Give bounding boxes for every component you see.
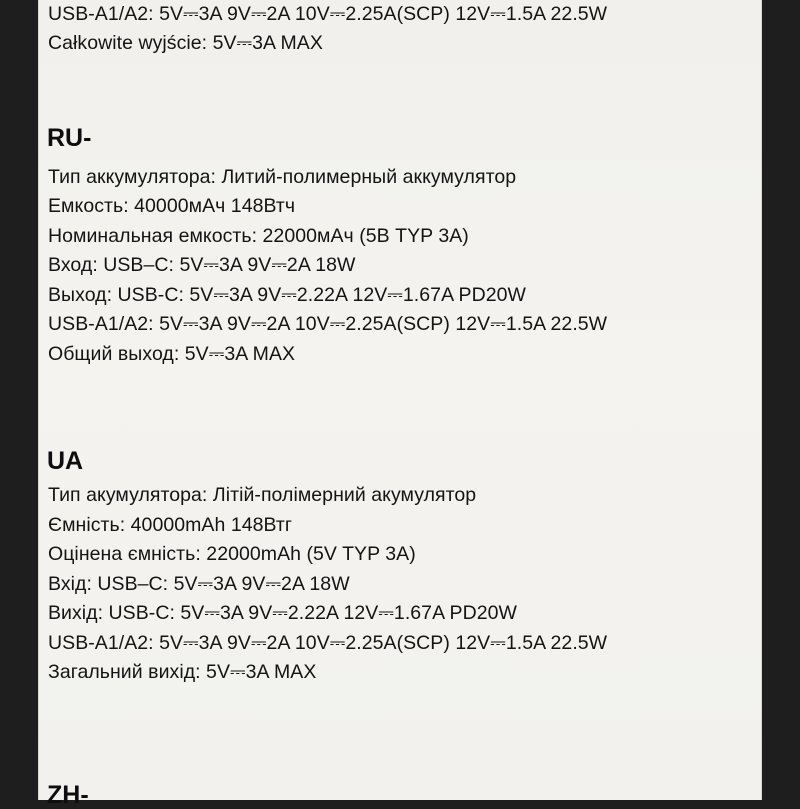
spec-line-output: Выход: USB-C: 5V⎓3A 9V⎓2.22A 12V⎓1.67A PD20W [48,284,526,306]
spec-line-rated-capacity: Номинальная емкость: 22000мАч (5В TYP 3A) [48,225,469,247]
spec-line-input: Вхід: USB–C: 5V⎓3A 9V⎓2A 18W [48,573,350,595]
section-heading-ru: RU- [47,124,92,152]
spec-line-output: Вихід: USB-C: 5V⎓3A 9V⎓2.22A 12V⎓1.67A PD20W [48,602,517,624]
spec-line-usb-a: USB-A1/A2: 5V⎓3A 9V⎓2A 10V⎓2.25A(SCP) 12V⎓1.5A 22.5W [48,3,608,25]
spec-line-usb-a: USB-A1/A2: 5V⎓3A 9V⎓2A 10V⎓2.25A(SCP) 12V⎓1.5A 22.5W [48,632,608,654]
section-heading-zh: ZH- [47,781,89,809]
spec-line-rated-capacity: Оцінена ємність: 22000mAh (5V TYP 3A) [48,543,416,565]
manual-page [38,0,762,809]
spec-line-input: Вход: USB–C: 5V⎓3A 9V⎓2A 18W [48,254,356,276]
spec-line-capacity: Емкость: 40000мАч 148Втч [48,195,296,217]
spec-line-total-output: Общий выход: 5V⎓3A MAX [48,343,296,365]
spec-line-total-output: Całkowite wyjście: 5V⎓3A MAX [48,32,323,54]
spec-line-total-output: Загальний вихід: 5V⎓3A MAX [48,661,317,683]
spec-line-usb-a: USB-A1/A2: 5V⎓3A 9V⎓2A 10V⎓2.25A(SCP) 12V⎓1.5A 22.5W [48,313,608,335]
spec-line-battery-type: Тип акумулятора: Літій-полімерний акумулятор [48,484,477,506]
section-heading-ua: UA [47,447,84,475]
spec-line-capacity: Ємність: 40000mAh 148Втг [48,514,293,536]
spec-line-battery-type: Тип аккумулятора: Литий-полимерный аккумулятор [48,166,517,188]
